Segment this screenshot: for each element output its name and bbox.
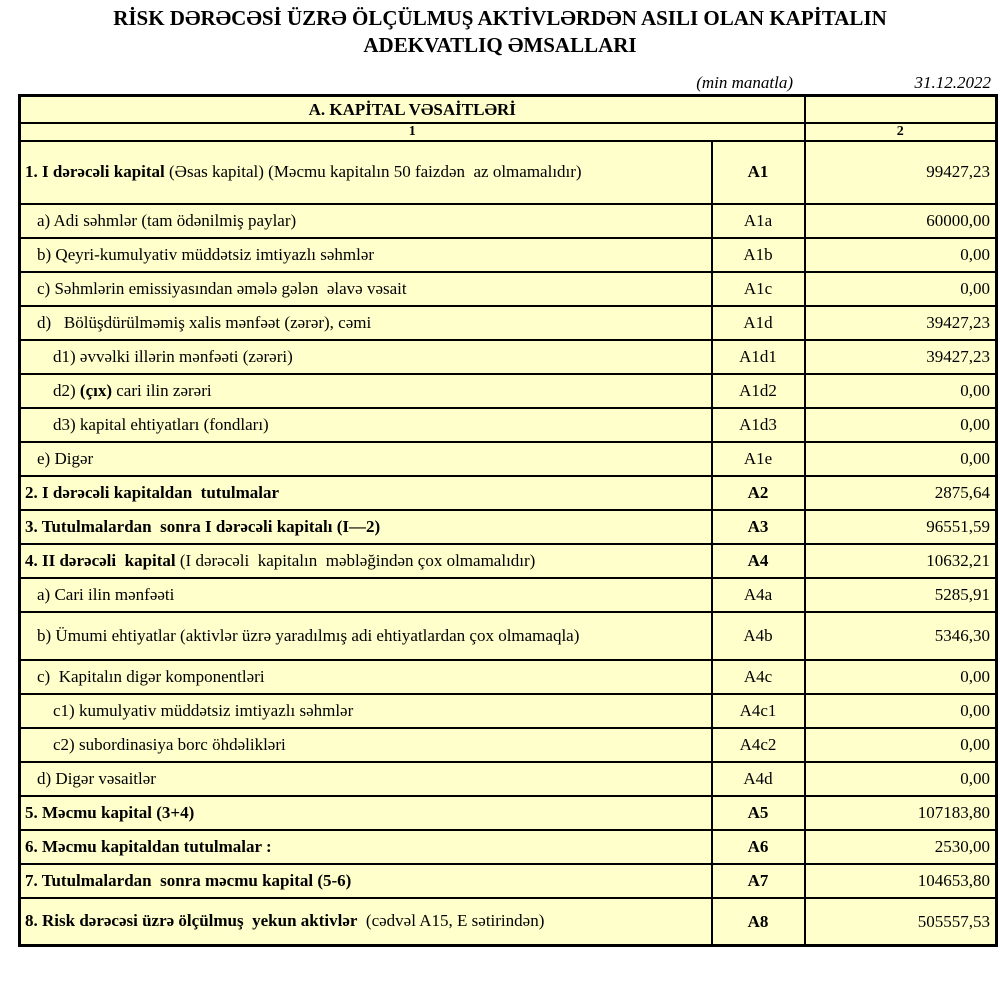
row-code: A4c <box>712 660 805 694</box>
row-value: 107183,80 <box>805 796 997 830</box>
report-date: 31.12.2022 <box>914 72 991 92</box>
row-value: 2875,64 <box>805 476 997 510</box>
row-label <box>20 306 712 340</box>
table-row <box>20 306 997 340</box>
row-code: A4a <box>712 578 805 612</box>
label-segment: 1. I dərəcəli kapital <box>25 162 165 182</box>
table-row <box>20 442 997 476</box>
label-segment: 2. I dərəcəli kapitaldan tutulmalar <box>25 482 280 502</box>
row-value: 505557,53 <box>805 898 997 946</box>
row-label <box>20 728 712 762</box>
table-row <box>20 864 997 898</box>
label-segment: d1) əvvəlki illərin mənfəəti (zərəri) <box>53 346 293 366</box>
table-row <box>20 238 997 272</box>
label-segment: d) Bölüşdürülməmiş xalis mənfəət (zərər), cəmi <box>37 312 372 332</box>
row-label <box>20 762 712 796</box>
row-label <box>20 442 712 476</box>
row-value: 0,00 <box>805 660 997 694</box>
label-segment: 5. Məcmu kapital (3+4) <box>25 802 195 822</box>
table-row <box>20 898 997 946</box>
row-code: A4d <box>712 762 805 796</box>
label-segment: (I dərəcəli kapitalın məbləğindən çox olmamalıdır) <box>175 550 536 570</box>
label-segment: b) Qeyri-kumulyativ müddətsiz imtiyazlı səhmlər <box>37 244 375 264</box>
report-title-line2: ADEKVATLIQ ƏMSALLARI <box>363 33 637 58</box>
row-value: 60000,00 <box>805 204 997 238</box>
row-value: 0,00 <box>805 694 997 728</box>
row-value: 10632,21 <box>805 544 997 578</box>
row-value: 96551,59 <box>805 510 997 544</box>
row-value: 5346,30 <box>805 612 997 660</box>
section-title: A. KAPİTAL VƏSAİTLƏRİ <box>20 96 805 123</box>
label-segment: d) Digər vəsaitlər <box>37 768 156 788</box>
row-label <box>20 476 712 510</box>
row-label <box>20 510 712 544</box>
table-row <box>20 694 997 728</box>
table-row <box>20 510 997 544</box>
section-header-empty-cell <box>805 96 997 123</box>
table-row <box>20 544 997 578</box>
row-code: A4c2 <box>712 728 805 762</box>
row-code: A1b <box>712 238 805 272</box>
row-label <box>20 272 712 306</box>
row-code: A3 <box>712 510 805 544</box>
row-value: 0,00 <box>805 238 997 272</box>
row-label <box>20 141 712 204</box>
row-label <box>20 796 712 830</box>
row-code: A1c <box>712 272 805 306</box>
row-label <box>20 830 712 864</box>
report-title-line1: RİSK DƏRƏCƏSİ ÜZRƏ ÖLÇÜLMUŞ AKTİVLƏRDƏN ASILI OLAN KAPİTALIN <box>113 6 887 30</box>
row-code: A1e <box>712 442 805 476</box>
table-row <box>20 762 997 796</box>
label-segment: d2) <box>53 380 80 400</box>
meta-row <box>18 74 995 93</box>
row-label <box>20 864 712 898</box>
column-index-label: 1 <box>20 123 805 141</box>
label-segment: 7. Tutulmalardan sonra məcmu kapital (5-6) <box>25 870 352 890</box>
column-index-row <box>20 123 997 141</box>
row-code: A7 <box>712 864 805 898</box>
table-row <box>20 408 997 442</box>
row-value: 5285,91 <box>805 578 997 612</box>
label-segment: c) Kapitalın digər komponentləri <box>37 666 265 686</box>
table-row <box>20 660 997 694</box>
label-segment: e) Digər <box>37 448 94 468</box>
report-title <box>0 5 1000 60</box>
table-row <box>20 272 997 306</box>
row-code: A4 <box>712 544 805 578</box>
row-code: A1d3 <box>712 408 805 442</box>
label-segment: c) Səhmlərin emissiyasından əmələ gələn əlavə vəsait <box>37 278 407 298</box>
row-label <box>20 612 712 660</box>
label-segment: cari ilin zərəri <box>112 380 212 400</box>
table-row <box>20 796 997 830</box>
row-value: 39427,23 <box>805 340 997 374</box>
table-row <box>20 340 997 374</box>
label-segment: 4. II dərəcəli kapital <box>25 550 176 570</box>
label-segment: 8. Risk dərəcəsi üzrə ölçülmuş yekun aktivlər <box>25 911 358 931</box>
row-label <box>20 578 712 612</box>
row-value: 2530,00 <box>805 830 997 864</box>
row-code: A5 <box>712 796 805 830</box>
table-row <box>20 728 997 762</box>
table-row <box>20 578 997 612</box>
label-segment: b) Ümumi ehtiyatlar (aktivlər üzrə yaradılmış adi ehtiyatlardan çox olmamaqla) <box>37 625 580 645</box>
row-value: 99427,23 <box>805 141 997 204</box>
row-code: A4c1 <box>712 694 805 728</box>
row-label <box>20 544 712 578</box>
table-row <box>20 204 997 238</box>
label-segment: 6. Məcmu kapitaldan tutulmalar : <box>25 836 272 856</box>
table-row <box>20 141 997 204</box>
row-value: 39427,23 <box>805 306 997 340</box>
row-label <box>20 694 712 728</box>
table-row <box>20 374 997 408</box>
row-code: A4b <box>712 612 805 660</box>
row-value: 0,00 <box>805 408 997 442</box>
table-row <box>20 476 997 510</box>
column-index-value: 2 <box>805 123 997 141</box>
row-label <box>20 898 712 946</box>
row-value: 104653,80 <box>805 864 997 898</box>
table-row <box>20 612 997 660</box>
section-header-row <box>20 96 997 123</box>
label-segment: (Əsas kapital) (Məcmu kapitalın 50 faizdən az olmamalıdır) <box>164 162 582 182</box>
row-code: A2 <box>712 476 805 510</box>
label-segment: d3) kapital ehtiyatları (fondları) <box>53 414 269 434</box>
label-segment: a) Cari ilin mənfəəti <box>37 584 175 604</box>
row-label <box>20 340 712 374</box>
row-value: 0,00 <box>805 272 997 306</box>
row-code: A8 <box>712 898 805 946</box>
row-value: 0,00 <box>805 374 997 408</box>
row-label <box>20 238 712 272</box>
unit-note: (min manatla) <box>696 72 793 92</box>
row-code: A1d <box>712 306 805 340</box>
label-segment: a) Adi səhmlər (tam ödənilmiş paylar) <box>37 210 297 230</box>
row-label <box>20 374 712 408</box>
row-label <box>20 408 712 442</box>
row-code: A1d2 <box>712 374 805 408</box>
label-segment: 3. Tutulmalardan sonra I dərəcəli kapitalı (I—2) <box>25 516 381 536</box>
capital-table <box>18 94 998 947</box>
row-label <box>20 660 712 694</box>
row-value: 0,00 <box>805 442 997 476</box>
table-row <box>20 830 997 864</box>
row-label <box>20 204 712 238</box>
row-code: A1 <box>712 141 805 204</box>
label-segment: (çıx) <box>79 380 113 400</box>
label-segment: (cədvəl A15, E sətirindən) <box>357 911 545 931</box>
label-segment: c2) subordinasiya borc öhdəlikləri <box>53 734 286 754</box>
row-value: 0,00 <box>805 728 997 762</box>
row-code: A1a <box>712 204 805 238</box>
row-value: 0,00 <box>805 762 997 796</box>
label-segment: c1) kumulyativ müddətsiz imtiyazlı səhmlər <box>53 700 354 720</box>
table-body <box>20 96 997 946</box>
row-code: A1d1 <box>712 340 805 374</box>
row-code: A6 <box>712 830 805 864</box>
